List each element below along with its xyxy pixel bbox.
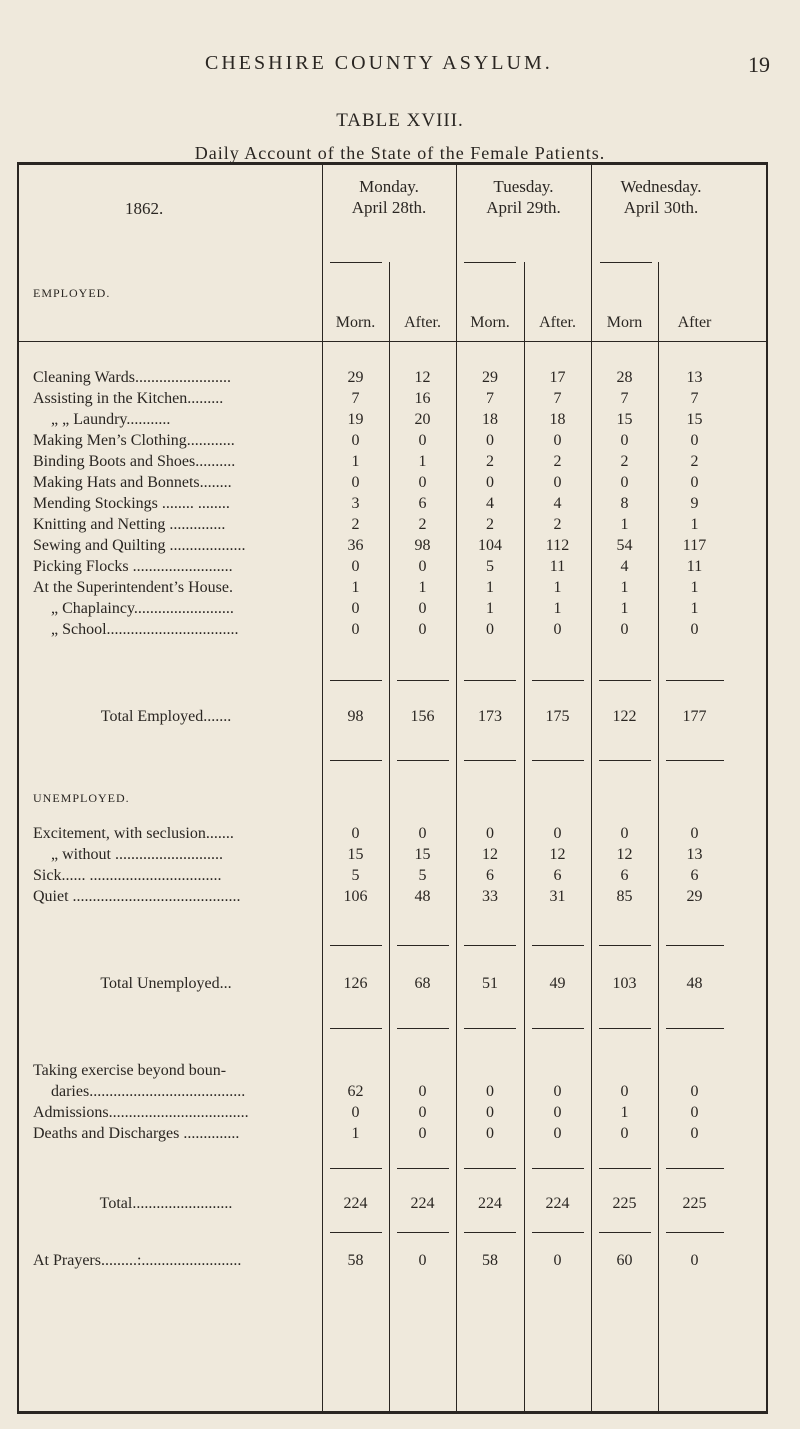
table-cell: 85 [616,888,633,905]
row-label: Total Employed....... [100,708,232,725]
cell-rule [464,1168,516,1169]
cell-rule [532,680,584,681]
day-date: April 28th. [351,198,427,217]
table-cell: 1 [553,579,562,596]
table-cell: 0 [690,1252,699,1269]
table-cell: 126 [343,975,368,992]
cell-rule [330,1168,382,1169]
table-cell: 224 [478,1195,502,1212]
cell-rule [666,1168,724,1169]
table-cell: 0 [418,600,427,617]
row-label: daries....................................... [51,1083,246,1100]
cell-rule [397,945,449,946]
table-cell: 175 [545,708,570,725]
table-cell: 15 [414,846,431,863]
table-cell: 0 [351,432,360,449]
cell-rule [397,680,449,681]
table-cell: 98 [347,708,364,725]
table-row [0,558,800,580]
table-cell: 98 [414,537,431,554]
table-cell: 2 [351,516,360,533]
table-cell: 1 [690,600,699,617]
row-label: Sick...... ................................. [33,867,222,884]
table-cell: 15 [347,846,364,863]
cell-rule [599,945,651,946]
row-label: Deaths and Discharges .............. [33,1125,240,1142]
table-cell: 19 [347,411,364,428]
table-cell: 0 [418,558,427,575]
table-cell: 1 [351,579,360,596]
cell-rule [666,945,724,946]
table-cell: 6 [418,495,427,512]
table-cell: 13 [686,369,703,386]
table-cell: 0 [690,825,699,842]
table-cell: 1 [620,600,629,617]
cell-rule [666,760,724,761]
table-cell: 1 [620,579,629,596]
table-cell: 9 [690,495,699,512]
table-cell: 48 [686,975,703,992]
table-cell: 5 [351,867,360,884]
table-row [0,825,800,847]
table-cell: 1 [418,453,427,470]
table-cell: 7 [553,390,562,407]
cell-rule [666,680,724,681]
running-title: CHESHIRE COUNTY ASYLUM. [205,52,553,74]
table-cell: 0 [351,1104,360,1121]
table-cell: 15 [616,411,633,428]
table-cell: 0 [418,474,427,491]
table-cell: 0 [690,621,699,638]
table-cell: 1 [690,516,699,533]
day-rule [464,262,516,263]
table-row [0,867,800,889]
table-row [0,411,800,433]
table-cell: 2 [486,453,494,470]
table-cell: 173 [478,708,502,725]
table-row [0,600,800,622]
row-label: Total Unemployed... [100,975,232,992]
row-label: Excitement, with seclusion....... [33,825,234,842]
cell-rule [464,1232,516,1233]
table-cell: 8 [620,495,629,512]
table-cell: 0 [690,1083,699,1100]
table-cell: 0 [351,474,360,491]
day-header-monday [322,176,456,218]
table-cell: 1 [486,579,494,596]
table-row [0,516,800,538]
table-cell: 6 [553,867,562,884]
row-label: Quiet .......................................... [33,888,241,905]
table-cell: 29 [347,369,364,386]
table-cell: 0 [418,1104,427,1121]
table-cell: 12 [616,846,633,863]
table-cell: 1 [351,453,360,470]
table-cell: 0 [486,432,494,449]
table-cell: 0 [351,558,360,575]
column-rule [456,162,457,1414]
table-cell: 6 [486,867,494,884]
table-cell: 0 [418,1125,427,1142]
table-cell: 0 [553,825,562,842]
row-label: Assisting in the Kitchen......... [33,390,224,407]
cell-rule [397,1028,449,1029]
table-cell: 0 [486,1125,494,1142]
table-cell: 11 [549,558,566,575]
cell-rule [397,760,449,761]
row-label: Knitting and Netting .............. [33,516,226,533]
cell-rule [464,1028,516,1029]
table-cell: 0 [553,1083,562,1100]
cell-rule [464,680,516,681]
table-cell: 29 [686,888,703,905]
table-cell: 122 [612,708,637,725]
table-cell: 0 [418,621,427,638]
day-name: Wednesday. [620,177,702,196]
table-cell: 5 [486,558,494,575]
table-cell: 0 [486,825,494,842]
year-label: 1862. [125,199,164,218]
table-cell: 224 [343,1195,368,1212]
day-header-tuesday [456,176,591,218]
subheader-afternoon: After [677,314,712,331]
table-cell: 17 [549,369,566,386]
grand-total-row [0,1195,800,1217]
table-cell: 68 [414,975,431,992]
table-row [0,621,800,643]
row-label: „ without ........................... [51,846,223,863]
table-cell: 1 [351,1125,360,1142]
subheader-afternoon: After. [404,314,441,331]
table-cell: 6 [620,867,629,884]
table-cell: 0 [690,1104,699,1121]
row-label: „ Chaplaincy......................... [51,600,234,617]
subheader-morning: Morn. [470,314,510,331]
table-cell: 0 [351,621,360,638]
cell-rule [599,680,651,681]
table-cell: 224 [545,1195,570,1212]
table-row [0,846,800,868]
cell-rule [532,1168,584,1169]
table-cell: 2 [620,453,629,470]
table-cell: 177 [682,708,707,725]
table-cell: 117 [682,537,707,554]
table-cell: 103 [612,975,637,992]
total-unemployed-row [0,975,800,997]
table-cell: 0 [351,600,360,617]
cell-rule [330,680,382,681]
cell-rule [464,760,516,761]
table-cell: 224 [410,1195,435,1212]
table-cell: 104 [478,537,502,554]
cell-rule [464,945,516,946]
table-frame [17,162,768,1414]
table-number: TABLE XVIII. [336,110,464,131]
table-cell: 16 [414,390,431,407]
table-cell: 11 [686,558,703,575]
table-cell: 12 [549,846,566,863]
table-cell: 4 [486,495,494,512]
table-row [0,579,800,601]
table-cell: 0 [486,1104,494,1121]
cell-rule [666,1028,724,1029]
row-label: Total......................... [99,1195,233,1212]
table-cell: 33 [482,888,498,905]
day-date: April 30th. [623,198,699,217]
row-label: Binding Boots and Shoes.......... [33,453,236,470]
table-cell: 7 [351,390,360,407]
table-row [0,1125,800,1147]
header-rule [18,341,766,342]
table-cell: 1 [620,516,629,533]
table-cell: 2 [553,453,562,470]
table-cell: 0 [486,1083,494,1100]
table-row [0,537,800,559]
table-cell: 1 [418,579,427,596]
table-cell: 58 [482,1252,498,1269]
row-label: Sewing and Quilting ................... [33,537,246,554]
table-cell: 1 [486,600,494,617]
row-label: „ „ Laundry........... [51,411,171,428]
table-cell: 0 [418,1083,427,1100]
section-unemployed: UNEMPLOYED. [33,791,130,805]
table-cell: 1 [553,600,562,617]
day-name: Tuesday. [493,177,554,196]
table-cell: 112 [545,537,570,554]
day-date: April 29th. [486,198,561,217]
cell-rule [330,760,382,761]
cell-rule [532,1028,584,1029]
table-cell: 0 [418,825,427,842]
cell-rule [330,1232,382,1233]
table-cell: 0 [553,621,562,638]
table-row [0,453,800,475]
table-cell: 62 [347,1083,364,1100]
day-name: Monday. [359,177,419,196]
table-cell: 36 [347,537,364,554]
row-label: Picking Flocks ......................... [33,558,233,575]
table-cell: 0 [620,1125,629,1142]
column-rule [591,162,592,1414]
cell-rule [397,1168,449,1169]
table-cell: 28 [616,369,633,386]
table-cell: 18 [482,411,498,428]
table-cell: 225 [682,1195,707,1212]
table-cell: 7 [620,390,629,407]
day-rule [330,262,382,263]
page-number: 19 [748,52,770,77]
table-cell: 4 [620,558,629,575]
table-cell: 49 [549,975,566,992]
day-header-wednesday [591,176,731,218]
table-cell: 0 [486,474,494,491]
table-cell: 15 [686,411,703,428]
row-label: Making Hats and Bonnets........ [33,474,232,491]
cell-rule [330,945,382,946]
cell-rule [397,1232,449,1233]
cell-rule [599,1168,651,1169]
table-cell: 2 [553,516,562,533]
table-cell: 0 [351,825,360,842]
cell-rule [532,945,584,946]
table-row [0,390,800,412]
table-caption: Daily Account of the State of the Female Patients. [194,143,606,163]
row-label: Mending Stockings ........ ........ [33,495,230,512]
table-cell: 0 [418,1252,427,1269]
cell-rule [599,1028,651,1029]
table-cell: 5 [418,867,427,884]
cell-rule [532,1232,584,1233]
table-row [0,369,800,391]
cell-rule [666,1232,724,1233]
cell-rule [532,760,584,761]
table-cell: 31 [549,888,566,905]
table-cell: 0 [553,474,562,491]
table-cell: 12 [482,846,498,863]
table-cell: 0 [620,621,629,638]
row-label: Cleaning Wards........................ [33,369,231,386]
subheader-morning: Morn [606,314,643,331]
table-cell: 48 [414,888,431,905]
running-head [0,52,800,82]
row-label: Admissions................................... [33,1104,249,1121]
table-cell: 29 [482,369,498,386]
table-cell: 54 [616,537,633,554]
table-cell: 0 [486,621,494,638]
table-cell: 0 [553,1104,562,1121]
table-cell: 0 [620,432,629,449]
table-cell: 51 [482,975,498,992]
table-cell: 106 [343,888,368,905]
cell-rule [599,760,651,761]
table-row [0,1104,800,1126]
table-cell: 7 [486,390,494,407]
row-label: At Prayers.........:......................... [33,1252,242,1269]
table-cell: 20 [414,411,431,428]
table-cell: 0 [690,432,699,449]
table-cell: 6 [690,867,699,884]
table-cell: 2 [418,516,427,533]
table-row-label-line [0,1062,800,1084]
row-label: „ School................................. [51,621,239,638]
table-cell: 7 [690,390,699,407]
table-cell: 1 [620,1104,629,1121]
table-cell: 3 [351,495,360,512]
table-row [0,432,800,454]
table-cell: 1 [690,579,699,596]
cell-rule [599,1232,651,1233]
subheader-afternoon: After. [539,314,576,331]
table-cell: 0 [620,474,629,491]
total-employed-row [0,708,800,730]
table-row [0,495,800,517]
table-cell: 0 [620,825,629,842]
table-row [0,474,800,496]
section-employed: EMPLOYED. [33,286,111,300]
table-cell: 4 [553,495,562,512]
day-rule [600,262,652,263]
table-row [0,1083,800,1105]
row-label: At the Superintendent’s House. [33,579,233,596]
table-row [0,888,800,910]
table-cell: 0 [553,1125,562,1142]
prayers-row [0,1252,800,1274]
table-cell: 0 [553,1252,562,1269]
table-cell: 225 [612,1195,637,1212]
table-cell: 0 [620,1083,629,1100]
table-cell: 0 [553,432,562,449]
table-cell: 2 [690,453,699,470]
row-label: Taking exercise beyond boun- [33,1062,227,1079]
table-cell: 58 [347,1252,364,1269]
table-cell: 13 [686,846,703,863]
table-cell: 0 [418,432,427,449]
cell-rule [330,1028,382,1029]
table-cell: 2 [486,516,494,533]
subheader-morning: Morn. [335,314,376,331]
table-cell: 0 [690,474,699,491]
row-label: Making Men’s Clothing............ [33,432,235,449]
column-rule [322,162,323,1414]
table-cell: 18 [549,411,566,428]
table-cell: 12 [414,369,431,386]
table-cell: 60 [616,1252,633,1269]
table-cell: 0 [690,1125,699,1142]
table-cell: 156 [410,708,435,725]
